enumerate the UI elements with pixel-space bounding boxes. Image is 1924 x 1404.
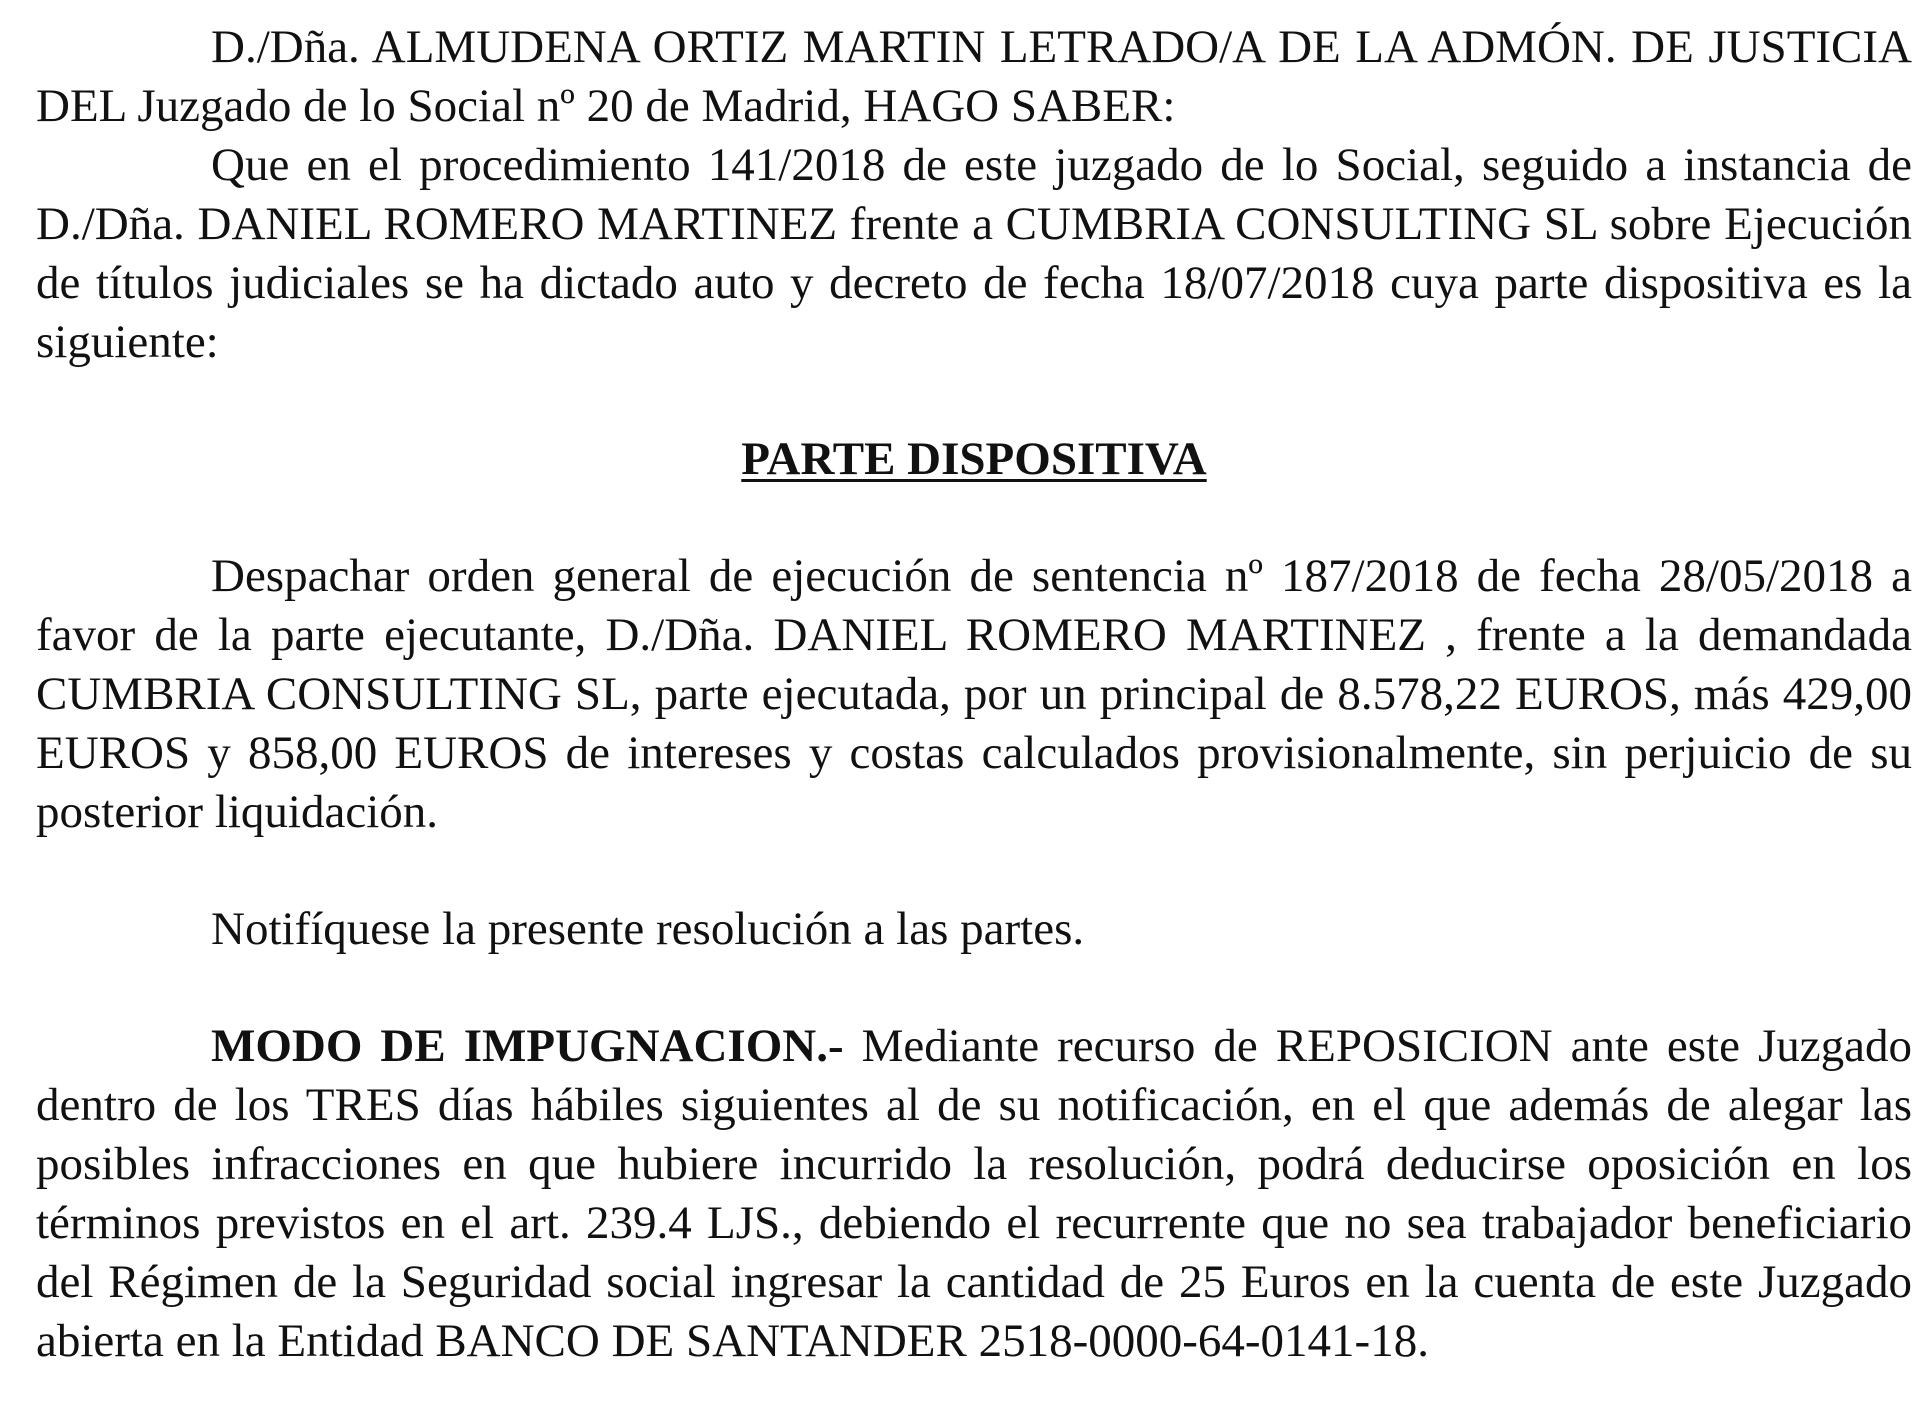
despachar-paragraph: Despachar orden general de ejecución de sentencia nº 187/2018 de fecha 28/05/2018 a favor de la parte ejecutante, D./Dña. DANIEL ROMERO MARTINEZ , frente a la demandada CUMBRIA CONSULTING SL, parte ejecutada, por un principal de 8.578,22 EUROS, más 429,00 EUROS y 858,00 EUROS de intereses y costas calculados provisionalmente, sin perjuicio de su posterior liquidación. [36, 550, 1912, 838]
notifiquese-paragraph: Notifíquese la presente resolución a las partes. [211, 903, 1085, 955]
intro-paragraph: D./Dña. ALMUDENA ORTIZ MARTIN LETRADO/A DE LA ADMÓN. DE JUSTICIA DEL Juzgado de lo Social nº 20 de Madrid, HAGO SABER: [36, 21, 1912, 132]
heading-container [36, 430, 1912, 489]
modo-impugnacion-label: MODO DE IMPUGNACION.- [211, 1020, 844, 1072]
section-heading: PARTE DISPOSITIVA [741, 433, 1207, 485]
modo-impugnacion-text: Mediante recurso de REPOSICION ante este Juzgado dentro de los TRES días hábiles siguientes al de su notificación, en el que además de alegar las posibles infracciones en que hubiere incurrido la resolución, podrá deducirse oposición en los términos previstos en el art. 239.4 LJS., debiendo el recurrente que no sea trabajador beneficiario del Régimen de la Seguridad social ingresar la cantidad de 25 Euros en la cuenta de este Juzgado abierta en la Entidad BANCO DE SANTANDER 2518-0000-64-0141-18. [36, 1020, 1912, 1367]
procedure-paragraph: Que en el procedimiento 141/2018 de este juzgado de lo Social, seguido a instancia de D./Dña. DANIEL ROMERO MARTINEZ frente a CUMBRIA CONSULTING SL sobre Ejecución de títulos judiciales se ha dictado auto y decreto de fecha 18/07/2018 cuya parte dispositiva es la siguiente: [36, 139, 1912, 368]
modo-impugnacion-paragraph [36, 1017, 1912, 1371]
document-page [36, 18, 1912, 1371]
